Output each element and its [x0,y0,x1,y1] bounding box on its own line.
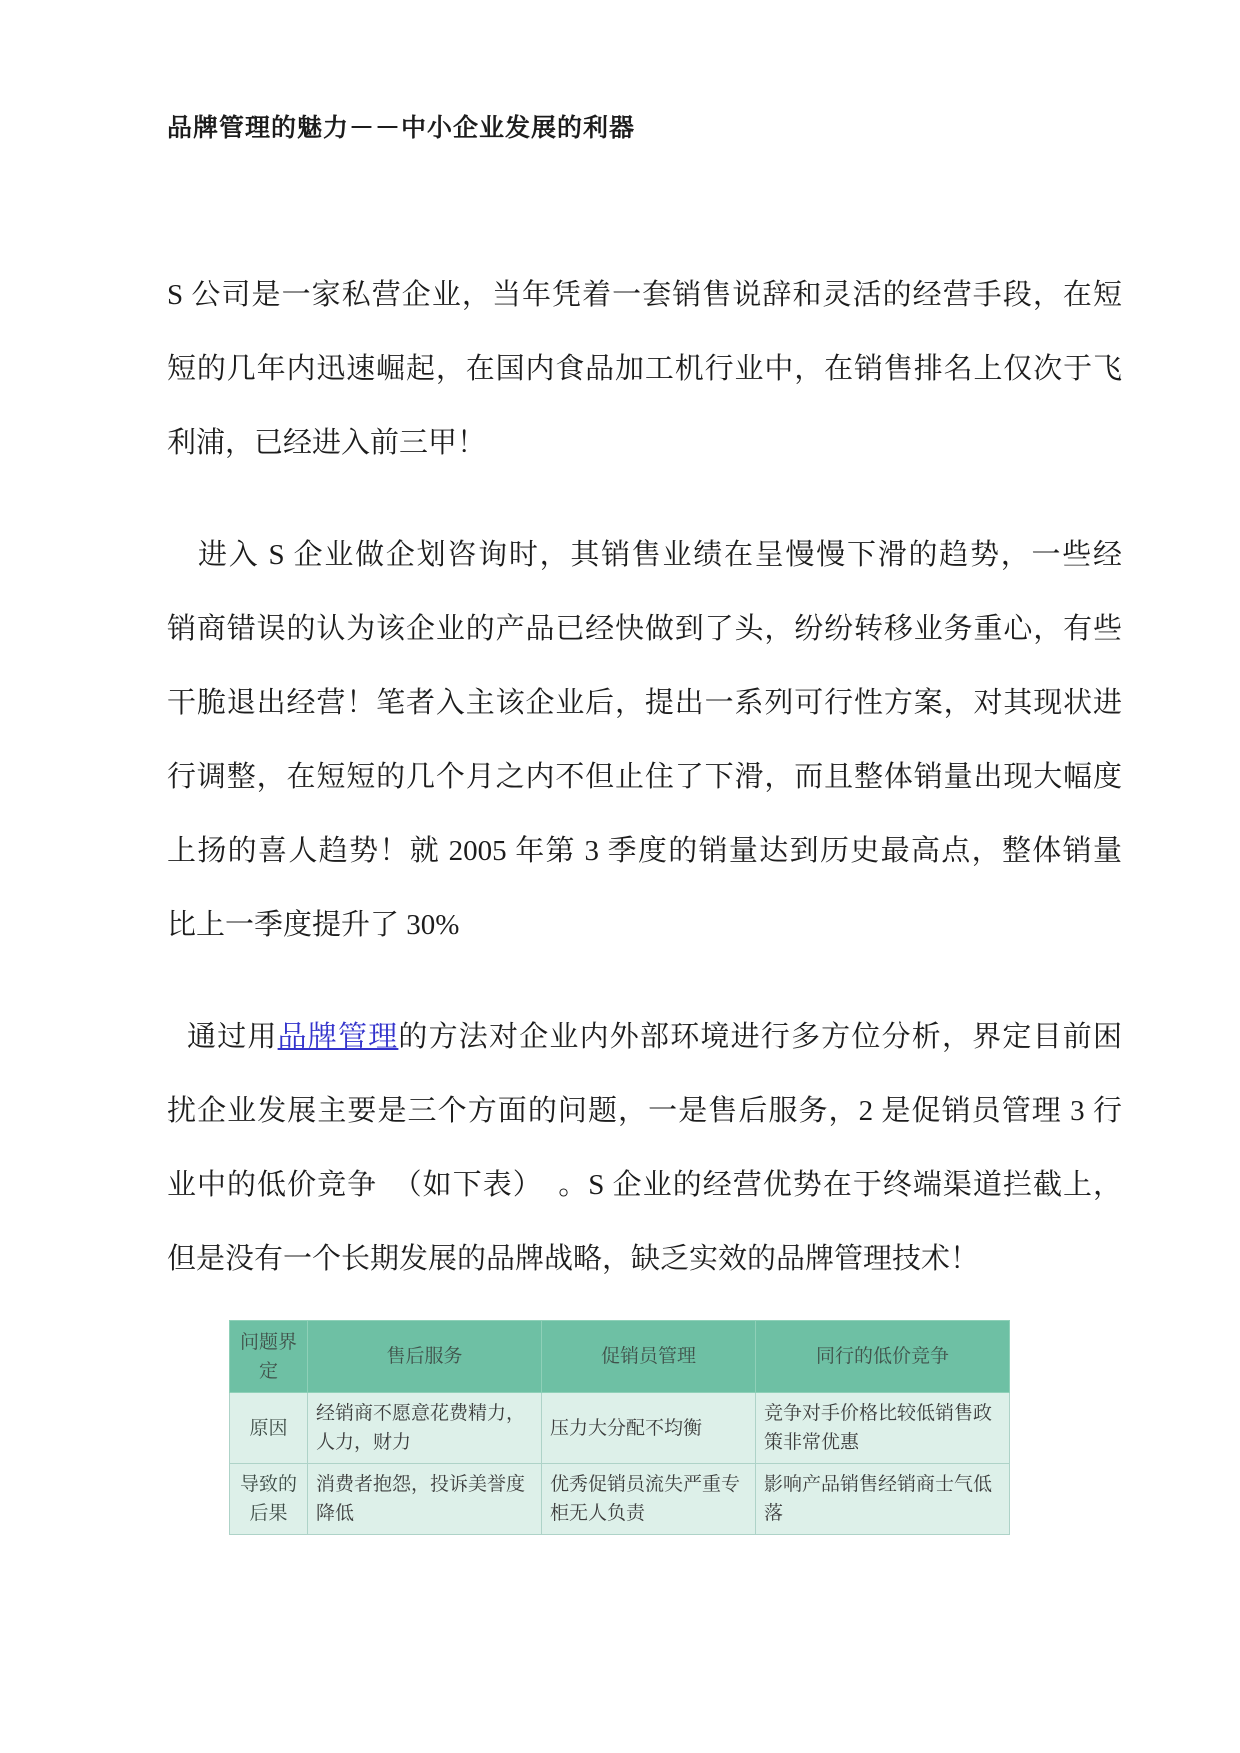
text-line: 但是没有一个长期发展的品牌战略，缺乏实效的品牌管理技术！ [167,1243,980,1275]
brand-management-link[interactable]: 品牌管理 [277,1021,399,1053]
text-segment: 的方法对企业内外部环境进行多方位分析，界定目前困 [398,1021,1122,1053]
paragraph-1 [167,258,1122,480]
table-cell: 压力大分配不均衡 [542,1393,756,1464]
problem-table-container [229,1320,1240,1535]
table-cell: 影响产品销售经销商士气低落 [756,1464,1010,1535]
table-header-row [230,1321,1010,1393]
text-line: 进入 S 企业做企划咨询时，其销售业绩在呈慢慢下滑的趋势，一些经 [198,539,1122,571]
table-row [230,1464,1010,1535]
text-line: 行调整，在短短的几个月之内不但止住了下滑，而且整体销量出现大幅度 [167,761,1122,793]
table-cell: 竞争对手价格比较低销售政策非常优惠 [756,1393,1010,1464]
table-cell: 消费者抱怨，投诉美誉度降低 [308,1464,542,1535]
text-line: 业中的低价竞争 （如下表） 。S 企业的经营优势在于终端渠道拦截上， [167,1169,1122,1201]
header-cell-after-sales: 售后服务 [308,1321,542,1393]
text-line: 利浦，已经进入前三甲！ [167,427,487,459]
table-cell: 优秀促销员流失严重专柜无人负责 [542,1464,756,1535]
text-line: 销商错误的认为该企业的产品已经快做到了头，纷纷转移业务重心，有些 [167,613,1122,645]
header-cell-promoter-management: 促销员管理 [542,1321,756,1393]
text-line [167,1000,1122,1074]
text-line: 干脆退出经营！笔者入主该企业后，提出一系列可行性方案，对其现状进 [167,687,1122,719]
row-label-cause: 原因 [230,1393,308,1464]
problem-definition-table [229,1320,1010,1535]
text-line: 上扬的喜人趋势！就 2005 年第 3 季度的销量达到历史最高点，整体销量 [167,835,1122,867]
text-line: S 公司是一家私营企业，当年凭着一套销售说辞和灵活的经营手段，在短 [167,279,1122,311]
text-line: 短的几年内迅速崛起，在国内食品加工机行业中，在销售排名上仅次于飞 [167,353,1122,385]
text-line: 比上一季度提升了 30% [167,909,460,941]
table-cell: 经销商不愿意花费精力，人力，财力 [308,1393,542,1464]
row-label-consequence: 导致的后果 [230,1464,308,1535]
paragraph-3 [167,1000,1122,1296]
header-cell-problem-definition: 问题界定 [230,1321,308,1393]
table-row [230,1393,1010,1464]
header-cell-low-price-competition: 同行的低价竞争 [756,1321,1010,1393]
document-title: 品牌管理的魅力－－中小企业发展的利器 [167,115,636,142]
text-segment: 通过用 [187,1021,278,1053]
text-line: 扰企业发展主要是三个方面的问题，一是售后服务，2 是促销员管理 3 行 [167,1095,1122,1127]
paragraph-2 [167,518,1122,962]
